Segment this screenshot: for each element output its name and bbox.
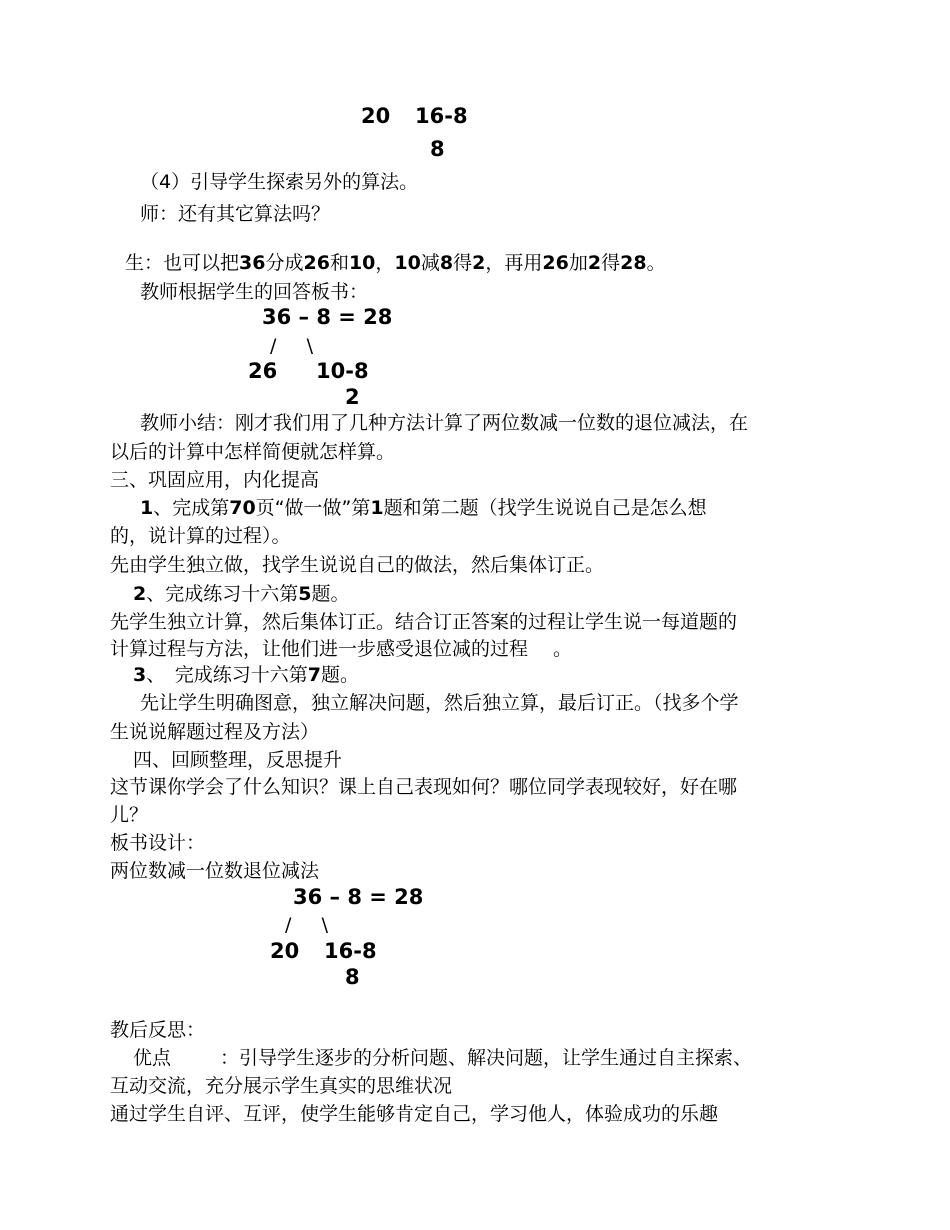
diagram-bottom-branches: / \ — [285, 914, 329, 936]
item-1-line-2: 的，说计算的过程）。 — [110, 525, 291, 547]
teacher-question: 师：还有其它算法吗？ — [140, 203, 331, 225]
section-4-heading: 四、回顾整理，反思提升 — [133, 749, 343, 771]
reflection-label: 教后反思： — [110, 1019, 206, 1041]
board-intro: 教师根据学生的回答板书： — [140, 281, 369, 303]
board-design-label: 板书设计： — [110, 832, 206, 854]
question-line-1: 这节课你学会了什么知识？课上自己表现如何？哪位同学表现较好，好在哪 — [110, 776, 738, 798]
item-3-line-2: 先让学生明确图意，独立解决问题，然后独立算，最后订正。（找多个学 — [140, 692, 739, 714]
diagram-top-left: 20 — [361, 104, 391, 128]
advantage-text: ：引导学生逐步的分析问题、解决问题，让学生通过自主探索、 — [220, 1047, 753, 1069]
question-line-2: 儿？ — [110, 804, 149, 826]
diagram-bottom-equation: 36 – 8 = 28 — [293, 885, 424, 909]
advantage-line-2: 互动交流，充分展示学生真实的思维状况 — [110, 1075, 453, 1097]
section-3-heading: 三、巩固应用，内化提高 — [110, 469, 320, 491]
item-2-line-2: 先学生独立计算，然后集体订正。结合订正答案的过程让学生说一每道题的 — [110, 611, 738, 633]
summary-line-2: 以后的计算中怎样简便就怎样算。 — [110, 441, 396, 463]
item-2-line-3: 计算过程与方法，让他们进一步感受退位减的过程 。 — [110, 638, 573, 660]
item-2: 2、完成练习十六第5题。 — [133, 583, 350, 605]
diagram-mid-result: 2 — [345, 385, 360, 409]
board-design-title: 两位数减一位数退位减法 — [110, 860, 320, 882]
item-1-line-3: 先由学生独立做，找学生说说自己的做法，然后集体订正。 — [110, 554, 605, 576]
diagram-mid-equation: 36 – 8 = 28 — [262, 305, 393, 329]
item-3-line-3: 生说说解题过程及方法） — [110, 721, 320, 743]
diagram-top-right: 16-8 — [415, 104, 468, 128]
item-1: 1、完成第70页“做一做”第1题和第二题（找学生说说自己是怎么想 — [140, 497, 707, 519]
diagram-top-result: 8 — [430, 137, 445, 161]
item-3: 3、 完成练习十六第7题。 — [133, 664, 359, 686]
paragraph-4: （4）引导学生探索另外的算法。 — [140, 171, 419, 193]
diagram-bottom-right: 16-8 — [324, 939, 377, 963]
advantage-label: 优点 — [133, 1047, 172, 1069]
diagram-bottom-left: 20 — [270, 939, 300, 963]
diagram-mid-right: 10-8 — [316, 359, 369, 383]
diagram-bottom-result: 8 — [345, 965, 360, 989]
student-answer: 生：也可以把36分成26和10，10减8得2，再用26加2得28。 — [125, 252, 666, 274]
summary-line-1: 教师小结：刚才我们用了几种方法计算了两位数减一位数的退位减法，在 — [140, 412, 749, 434]
diagram-mid-left: 26 — [248, 359, 278, 383]
advantage-line-3: 通过学生自评、互评，使学生能够肯定自己，学习他人，体验成功的乐趣 — [110, 1103, 719, 1125]
diagram-mid-branches: / \ — [270, 335, 314, 357]
